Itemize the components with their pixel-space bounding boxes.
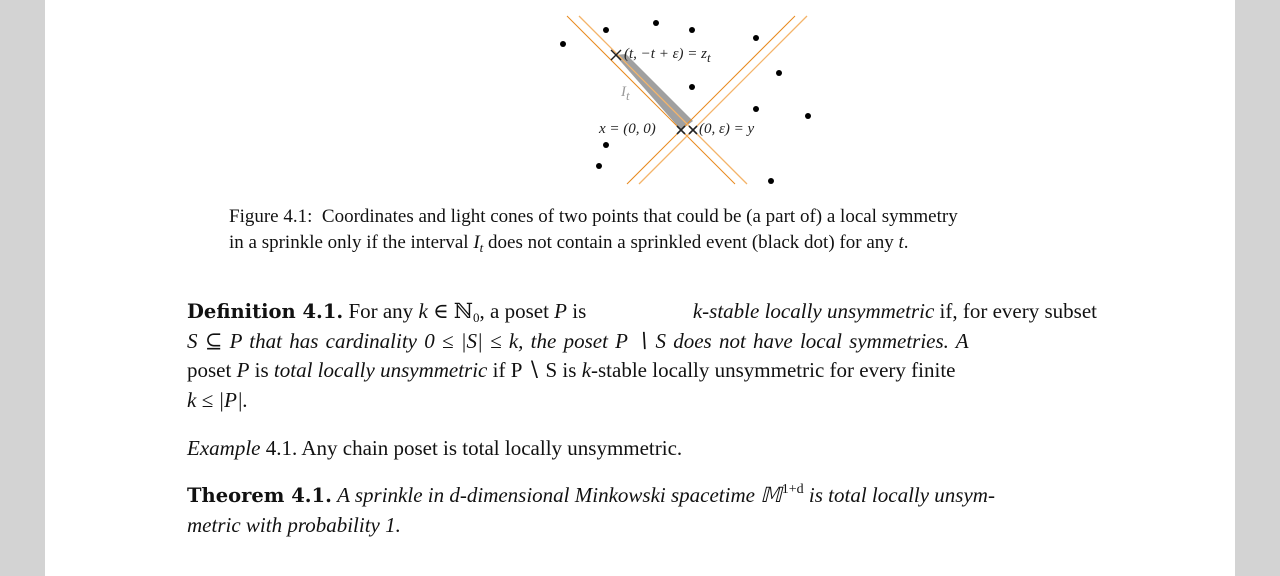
example-text: Any chain poset is total locally unsymmetric. [301,436,683,460]
example-4-1 [187,434,1097,464]
definition-4-1 [187,297,1097,415]
document-page [45,0,1235,576]
definition-line-1: Definition 4.1. For any k ∈ ℕ$_0$, a poset P is k-stable locally unsymmetric if, for every subset [187,299,1097,325]
zt-label: (t, $-t + \varepsilon) = z_t$ [624,46,711,65]
figure-caption [229,204,1059,256]
interval-it-label: $I_t$ [621,84,630,103]
definition-line-2: S ⊆ P that has cardinality 0 ≤ |S| ≤ k, the poset P ∖ S does not have local symmetries. A [187,328,969,353]
theorem-heading: Theorem 4.1. [187,484,332,507]
x-cone-line-left [567,16,735,184]
definition-line-3: poset P is total locally unsymmetric if P ∖ S is k-stable locally unsymmetric for every finite [187,358,956,382]
light-cone-figure [545,0,835,195]
y-cross-marker [689,126,697,134]
definition-line-4: k ≤ |P|. [187,387,248,412]
definition-term-total: total locally unsymmetric [273,358,488,382]
sprinkled-events [560,20,811,184]
light-cone-diagram [545,0,835,195]
x-cone-line-right [627,16,795,184]
x-point-label: x = (0, 0) [599,121,656,137]
caption-line-1: Figure 4.1: Coordinates and light cones of two points that could be (a part of) a local symmetry [229,206,958,227]
example-number: 4.1. [265,436,298,460]
theorem-line-2: metric with probability 1. [187,512,401,537]
caption-line-2: in a sprinkle only if the interval $I_t$ does not contain a sprinkled event (black dot) for any t. [229,232,909,255]
theorem-4-1 [187,481,1097,540]
example-label: Example [187,436,261,460]
definition-term-k-stable: k-stable locally unsymmetric [692,299,935,323]
y-cone-line-left [579,16,747,184]
theorem-line-1: Theorem 4.1. A sprinkle in d-dimensional Minkowski spacetime 𝕄$^{1+d}$ is total locally unsym- [187,482,995,507]
y-point-label: (0, ε) = y [699,121,755,137]
